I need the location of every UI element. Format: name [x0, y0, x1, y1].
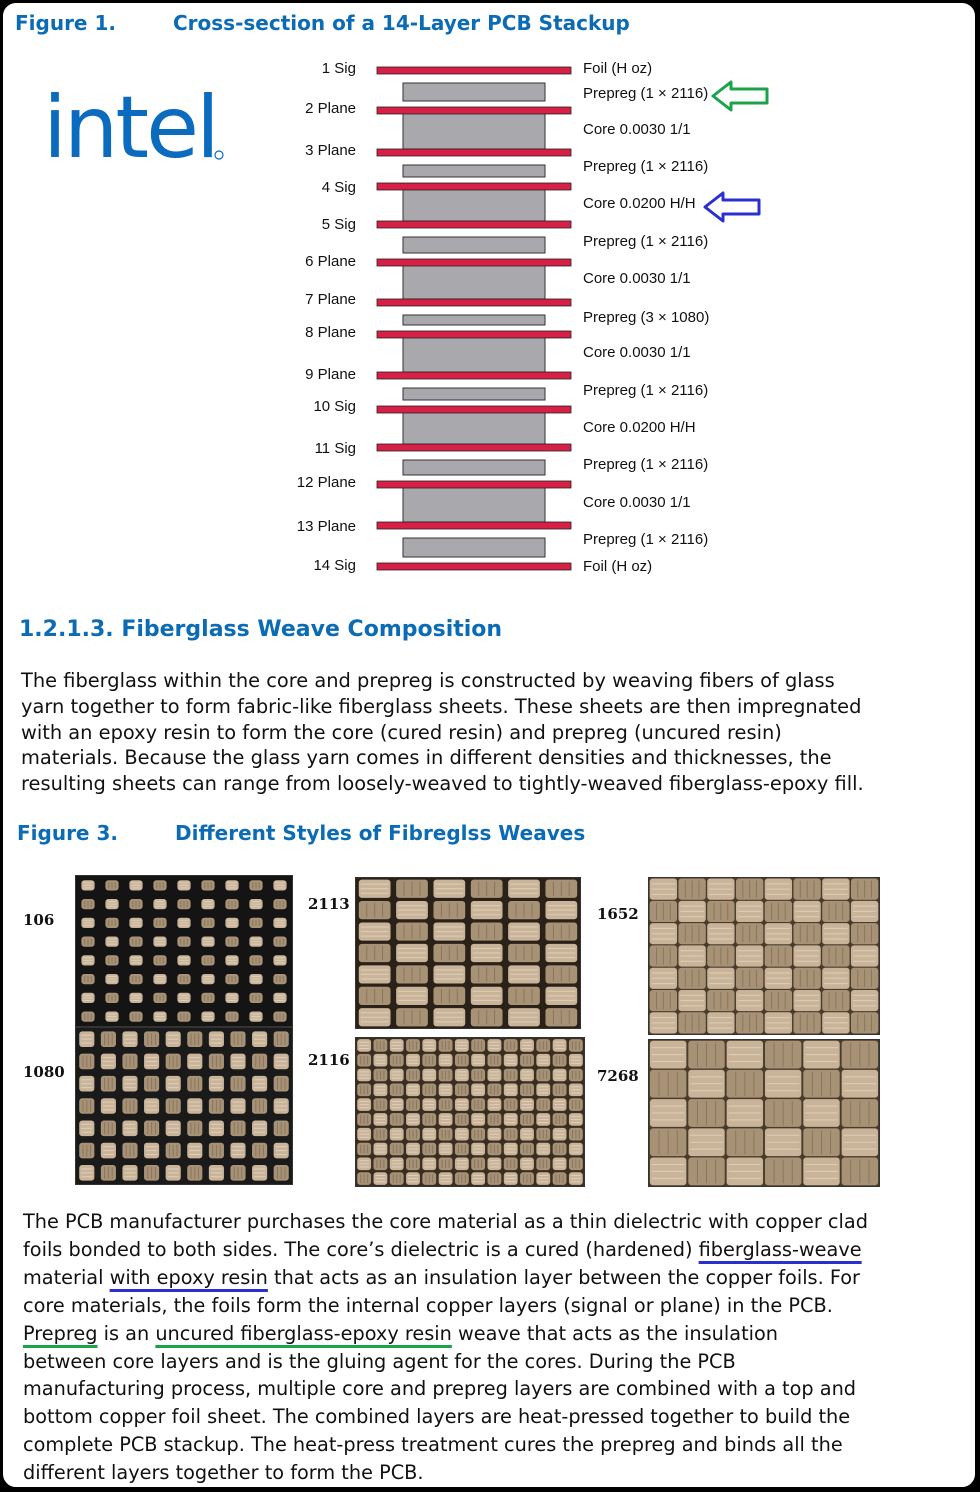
paragraph-line: yarn together to form fabric-like fiberglass sheets. These sheets are then impregnated	[21, 694, 862, 718]
figure-1-title: Cross-section of a 14-Layer PCB Stackup	[173, 11, 630, 35]
pcb-stackup-diagram	[3, 3, 975, 603]
paragraph-line: core materials, the foils form the internal copper layers (signal or plane) in the PCB.	[23, 1293, 833, 1317]
layer-label: 13 Plane	[296, 518, 356, 535]
core-layer	[403, 337, 545, 372]
material-label: Core 0.0200 H/H	[583, 195, 696, 212]
weave-texture	[649, 1040, 879, 1186]
weave-image-1652	[648, 877, 880, 1035]
paragraph-line: The PCB manufacturer purchases the core material as a thin dielectric with copper clad	[23, 1210, 868, 1233]
material-label: Core 0.0030 1/1	[583, 270, 691, 287]
layer-label: 4 Sig	[321, 179, 356, 196]
layer-label: 7 Plane	[305, 291, 356, 308]
paragraph-text: weave that acts as the insulation	[451, 1321, 778, 1345]
blue-arrow-icon	[705, 193, 759, 221]
weave-label-1080: 1080	[23, 1063, 65, 1081]
weave-label-7268: 7268	[597, 1067, 639, 1085]
section-heading: 1.2.1.3. Fiberglass Weave Composition	[19, 617, 503, 642]
fiberglass-paragraph	[21, 668, 864, 797]
weave-label-106: 106	[23, 911, 55, 929]
paragraph-line: manufacturing process, multiple core and prepreg layers are combined with a top and	[23, 1377, 857, 1401]
paragraph-line: with an epoxy resin to form the core (cured resin) and prepreg (uncured resin)	[21, 720, 782, 744]
paragraph-line: The fiberglass within the core and prepreg is constructed by weaving fibers of glass	[21, 669, 835, 692]
core-layer	[403, 412, 545, 444]
material-label: Core 0.0030 1/1	[583, 121, 691, 138]
copper-layer	[377, 107, 571, 114]
copper-layer	[377, 444, 571, 451]
prepreg-layer	[403, 538, 545, 557]
core-layer	[403, 113, 545, 149]
paragraph-line: materials. Because the glass yarn comes in different densities and thicknesses, the	[21, 746, 832, 770]
copper-layer	[377, 481, 571, 488]
copper-layer	[377, 183, 571, 190]
layer-label: 12 Plane	[296, 474, 356, 491]
paragraph-text: foils bonded to both sides. The core’s dielectric is a cured (hardened)	[23, 1237, 699, 1261]
intel-logo-text: intel	[43, 83, 217, 163]
copper-layer	[377, 563, 571, 570]
weave-texture	[76, 876, 292, 1026]
material-label: Foil (H oz)	[583, 558, 653, 575]
paragraph-text: is an	[97, 1321, 156, 1345]
prepreg-layer	[403, 165, 545, 177]
paragraph-line: bottom copper foil sheet. The combined layers are heat-pressed together to build the	[23, 1405, 851, 1429]
layer-label: 14 Sig	[313, 557, 356, 574]
weave-image-2113	[355, 877, 581, 1029]
prepreg-layer	[403, 460, 545, 475]
paragraph-line	[23, 1236, 868, 1264]
material-label: Prepreg (1 × 2116)	[583, 233, 709, 250]
paragraph-line: resulting sheets can range from loosely-weaved to tightly-weaved fiberglass-epoxy fill.	[21, 772, 864, 796]
weave-texture	[356, 1038, 584, 1186]
paragraph-line: complete PCB stackup. The heat-press treatment cures the prepreg and binds all the	[23, 1433, 843, 1457]
core-layer	[403, 265, 545, 299]
layer-label: 9 Plane	[305, 366, 356, 383]
figure-3-caption	[17, 821, 586, 845]
document-page	[2, 2, 976, 1488]
material-label: Core 0.0030 1/1	[583, 494, 691, 511]
figure-1-number: Figure 1.	[15, 11, 116, 35]
copper-layer	[377, 259, 571, 266]
layer-label: 2 Plane	[305, 100, 356, 117]
layer-label: 11 Sig	[314, 440, 356, 457]
paragraph-line: between core layers and is the gluing agent for the cores. During the PCB	[23, 1349, 736, 1373]
weave-label-1652: 1652	[597, 905, 639, 923]
copper-layer	[377, 331, 571, 338]
material-label: Prepreg (3 × 1080)	[583, 309, 710, 326]
layer-label: 3 Plane	[305, 142, 356, 159]
copper-layer	[377, 406, 571, 413]
weave-image-7268	[648, 1039, 880, 1187]
layer-label: 5 Sig	[321, 216, 356, 233]
material-label: Core 0.0030 1/1	[583, 344, 691, 361]
prepreg-layer	[403, 237, 545, 253]
weave-texture	[649, 878, 879, 1034]
copper-layer	[377, 149, 571, 156]
material-label: Prepreg (1 × 2116)	[583, 158, 709, 175]
pcb-manufacturer-paragraph	[23, 1208, 868, 1487]
paragraph-line	[23, 1264, 868, 1292]
weave-texture	[76, 1028, 292, 1184]
prepreg-layer	[403, 83, 545, 101]
layer-label: 1 Sig	[321, 60, 356, 77]
underlined-uncured-resin: uncured fiberglass-epoxy resin	[155, 1321, 452, 1345]
prepreg-layer	[403, 315, 545, 325]
paragraph-text: that acts as an insulation layer between the copper foils. For	[267, 1265, 860, 1289]
paragraph-text: material	[23, 1265, 110, 1289]
material-label: Prepreg (1 × 2116)	[583, 382, 709, 399]
weave-label-2113: 2113	[308, 895, 350, 913]
figure-3-title: Different Styles of Fibreglss Weaves	[175, 821, 586, 845]
material-label: Prepreg (1 × 2116)	[583, 531, 709, 548]
core-layer	[403, 189, 545, 221]
copper-layer	[377, 221, 571, 228]
underlined-prepreg: Prepreg	[23, 1321, 98, 1345]
material-label: Prepreg (1 × 2116)	[583, 85, 709, 102]
underlined-fiberglass-weave: fiberglass-weave	[698, 1237, 862, 1261]
copper-layer	[377, 372, 571, 379]
weave-image-106	[75, 875, 293, 1027]
weave-image-1080	[75, 1027, 293, 1185]
paragraph-line: different layers together to form the PCB.	[23, 1461, 424, 1485]
copper-layer	[377, 522, 571, 529]
layer-label: 10 Sig	[313, 398, 356, 415]
green-arrow-icon	[713, 82, 767, 110]
prepreg-layer	[403, 388, 545, 400]
material-label: Core 0.0200 H/H	[583, 419, 696, 436]
layer-label: 6 Plane	[305, 253, 356, 270]
material-label: Foil (H oz)	[583, 60, 653, 77]
copper-layer	[377, 67, 571, 74]
copper-layer	[377, 299, 571, 306]
figure-3-number: Figure 3.	[17, 821, 118, 845]
weave-texture	[356, 878, 580, 1028]
layer-label: 8 Plane	[305, 324, 356, 341]
weave-image-2116	[355, 1037, 585, 1187]
material-label: Prepreg (1 × 2116)	[583, 456, 709, 473]
core-layer	[403, 487, 545, 522]
underlined-epoxy-resin: with epoxy resin	[109, 1265, 268, 1289]
weave-label-2116: 2116	[308, 1051, 350, 1069]
paragraph-line	[23, 1320, 868, 1348]
